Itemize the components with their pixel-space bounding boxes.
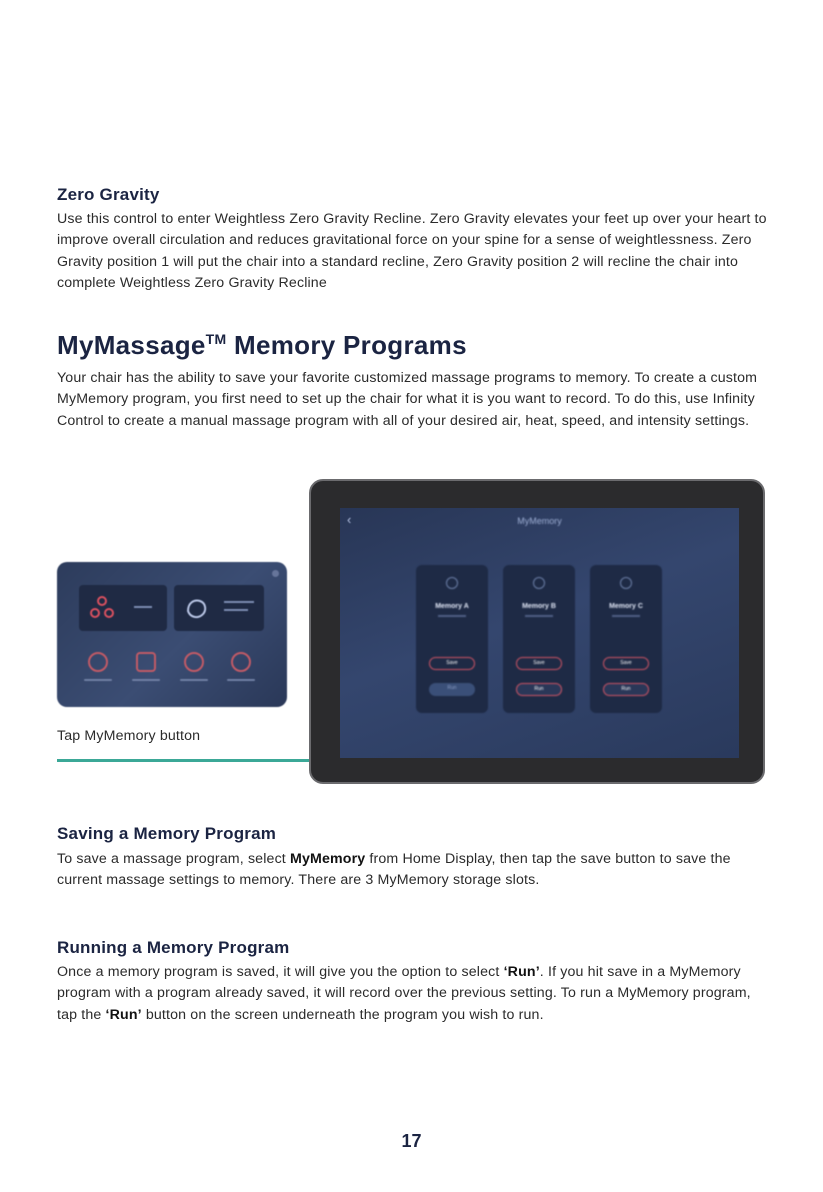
save-button: Save <box>516 657 562 670</box>
memory-name: Memory B <box>522 603 556 610</box>
page-title <box>57 330 467 361</box>
page-number: 17 <box>401 1131 422 1151</box>
massage-tile <box>79 585 167 631</box>
close-icon <box>272 570 279 577</box>
section-heading-running: Running a Memory Program <box>57 938 290 957</box>
save-button: Save <box>603 657 649 670</box>
mymemory-bold: MyMemory <box>290 851 366 867</box>
run-button: Run <box>429 683 475 696</box>
figure-caption: Tap MyMemory button <box>57 728 201 744</box>
title-main: MyMassage <box>57 330 206 360</box>
trademark-mark: TM <box>205 331 227 347</box>
run-bold: ‘Run’ <box>105 1006 142 1023</box>
screen-title: MyMemory <box>517 516 562 526</box>
pointer-arrow-line <box>57 759 319 762</box>
memory-icon <box>620 577 632 589</box>
run-bold: ‘Run’ <box>503 964 540 980</box>
saving-paragraph: To save a massage program, select MyMemory from Home Display, then tap the save button to save the current massage settings to memory. There are 3 MyMemory storage slots. <box>57 851 731 889</box>
section-heading-zero-gravity: Zero Gravity <box>57 185 160 204</box>
chevron-left-icon: ‹ <box>347 512 352 527</box>
settings-gear-icon <box>231 652 251 672</box>
memory-icon <box>446 577 458 589</box>
power-icon <box>184 652 204 672</box>
memory-icon <box>533 577 545 589</box>
running-paragraph: Once a memory program is saved, it will give you the option to select ‘Run’. If you hit save in a MyMemory program with a program already saved, it will record over the previous setting. To run a MyMemory program, tap the ‘Run’ button on the screen underneath the program you wish to run. <box>57 964 751 1023</box>
tablet-illustration <box>309 479 765 784</box>
memory-name: Memory A <box>435 603 469 610</box>
memory-name: Memory C <box>609 603 643 610</box>
save-button: Save <box>429 657 475 670</box>
run-button: Run <box>516 683 562 696</box>
memory-card <box>416 565 488 713</box>
mymemory-screen <box>340 508 739 758</box>
massage-icon <box>87 593 117 623</box>
zero-gravity-paragraph: Use this control to enter Weightless Zero Gravity Recline. Zero Gravity elevates your feet up over your heart to improve overall circulation and reduces gravitational force on your spine for a sense of weightlessness. Zero Gravity position 1 will put the chair into a standard recline, Zero Gravity position 2 will recline the chair into complete Weightless Zero Gravity Recline <box>57 211 767 292</box>
memory-card <box>590 565 662 713</box>
section-heading-saving: Saving a Memory Program <box>57 824 277 843</box>
memory-programs-paragraph: Your chair has the ability to save your favorite customized massage programs to memory. To create a custom MyMemory program, you first need to set up the chair for what it is you want to record. To do this, use Infinity Control to create a manual massage program with all of your desired air, heat, speed, and intensity settings. <box>57 370 758 429</box>
memory-card <box>503 565 575 713</box>
program-icon <box>136 652 156 672</box>
run-button: Run <box>603 683 649 696</box>
memory-tile <box>174 585 264 631</box>
mymemory-icon <box>88 652 108 672</box>
title-rest: Memory Programs <box>226 330 467 360</box>
home-display-illustration <box>57 562 287 707</box>
hand-icon <box>182 593 212 623</box>
